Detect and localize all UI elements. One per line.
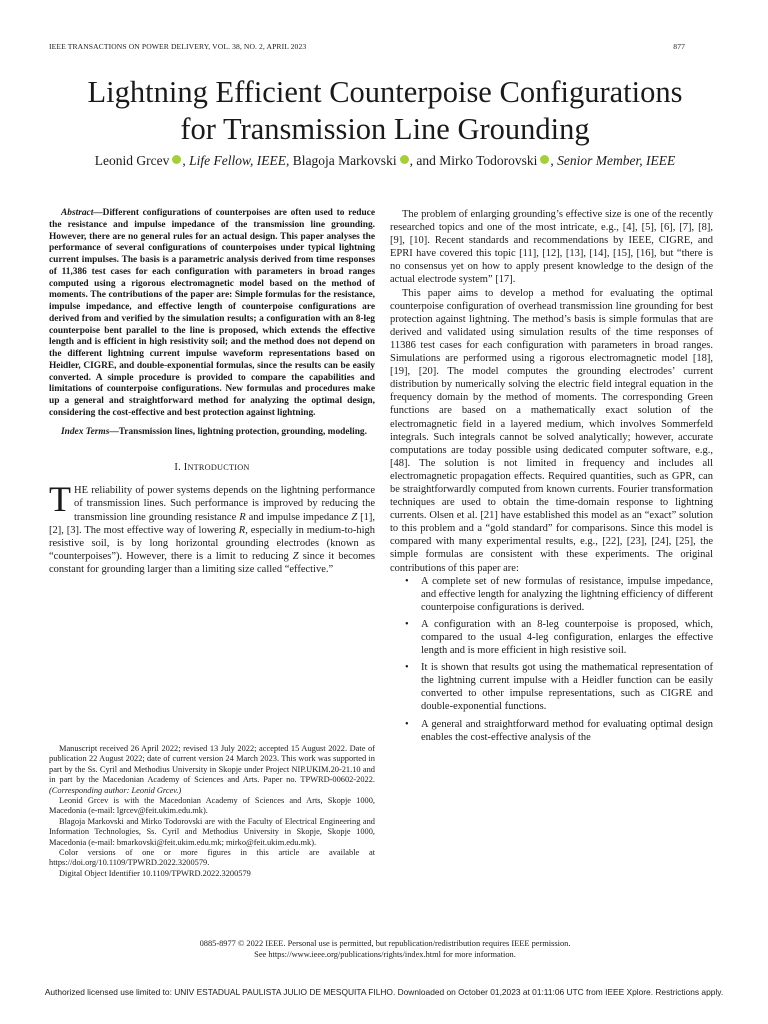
orcid-icon[interactable] — [400, 155, 409, 164]
title-line-1: Lightning Efficient Counterpoise Configurations — [87, 75, 683, 109]
left-column — [49, 208, 375, 576]
title-line-2: for Transmission Line Grounding — [180, 112, 590, 146]
author-line: Leonid Grcev , Life Fellow, IEEE, Blagoja Markovski , and Mirko Todorovski , Senior Member, IEEE — [94, 153, 676, 168]
intro-text: , especially in medium-to-high resistive soil, is by long horizontal grounding electrodes (known as “counterpoises”). However, there is a limit to reducing — [49, 524, 376, 562]
paper-title — [40, 74, 730, 148]
abstract — [49, 208, 375, 420]
body-paragraph: The problem of enlarging grounding’s effective size is one of the recently researched topics and one of the most intricate, e.g., [4], [5], [6], [7], [8], [9], [10]. Recent standards and recommendations by IEEE, CIGRE, and EPRI have covered this topic [11], [12], [13], [14], [15], [16], but “there is no consensus yet on how to apply present knowledge to the design of the actual electrode system” [17]. — [390, 209, 713, 286]
index-terms-text: —Transmission lines, lightning protection, grounding, modeling. — [109, 426, 367, 437]
author-role: Life Fellow, IEEE — [189, 153, 286, 168]
math-var: Z — [351, 511, 358, 523]
footnotes — [49, 744, 375, 879]
section-heading — [49, 461, 375, 474]
section-title-initial: I — [183, 462, 188, 474]
running-header — [49, 42, 685, 54]
author-role: Senior Member, IEEE — [557, 153, 676, 168]
author-name: Leonid Grcev — [94, 153, 170, 168]
corresponding-author-note: (Corresponding author: Leonid Grcev.) — [49, 785, 182, 795]
bullet-icon: • — [405, 618, 409, 630]
list-item — [390, 618, 713, 657]
abstract-label: Abstract — [61, 208, 94, 218]
list-item — [390, 718, 713, 744]
copyright-line-1: 0885-8977 © 2022 IEEE. Personal use is permitted, but republication/redistribution requires IEEE permission. — [199, 939, 571, 948]
copyright-notice — [40, 939, 730, 960]
footnote-color-versions: Color versions of one or more figures in this article are available at https://doi.org/10.1109/TPWRD.2022.3200579. — [49, 848, 375, 868]
orcid-icon[interactable] — [540, 155, 549, 164]
orcid-icon[interactable] — [172, 155, 181, 164]
license-footer: Authorized licensed use limited to: UNIV ESTADUAL PAULISTA JULIO DE MESQUITA FILHO. Downloaded on October 01,2023 at 01:11:06 UTC from IEEE Xplore. Restrictions apply. — [44, 987, 724, 997]
list-item — [390, 575, 713, 614]
contributions-list — [390, 575, 713, 744]
section-number: I. — [174, 462, 184, 474]
list-item-text: A general and straightforward method for evaluating optimal design enables the cost-effective analysis of the — [421, 718, 713, 743]
math-var: R — [238, 524, 246, 536]
journal-name: IEEE TRANSACTIONS ON POWER DELIVERY, VOL. 38, NO. 2, APRIL 2023 — [49, 42, 307, 51]
list-item-text: A configuration with an 8-leg counterpoise is proposed, which, compared to the usual 4-leg configuration, enlarges the effective length and is more efficient in high resistive soil. — [421, 618, 713, 657]
bullet-icon: • — [405, 575, 409, 587]
page-number: 877 — [673, 42, 685, 51]
footnote-affiliation-1: Leonid Grcev is with the Macedonian Academy of Sciences and Arts, Skopje 1000, Macedonia (e-mail: lgrcev@feit.ukim.edu.mk). — [49, 796, 375, 816]
intro-text: [1], [2], [3]. The most effective way of lowering — [49, 511, 375, 536]
math-var: R — [239, 511, 246, 523]
footnote-affiliation-2: Blagoja Markovski and Mirko Todorovski are with the Faculty of Electrical Engineering and Information Technologies, Ss. Cyril and Methodius University in Skopje, Skopje 1000, Macedonia (e-mail: bmarkovski@feit.ukim.edu.mk; mirko@feit.ukim.edu.mk). — [49, 816, 375, 847]
author-name: Blagoja Markovski — [292, 153, 397, 168]
bullet-icon: • — [405, 662, 409, 674]
bullet-icon: • — [405, 718, 409, 730]
list-item-text: It is shown that results got using the mathematical representation of the lightning current impulse with a Heidler function can be easily converted to other impulse representations, such as CIGRE and double-exponential functions. — [421, 662, 713, 713]
intro-paragraph — [49, 479, 376, 576]
footnote-doi: Digital Object Identifier 10.1109/TPWRD.2022.3200579 — [59, 868, 251, 878]
index-terms-label: Index Terms — [61, 426, 110, 437]
author-separator: , and — [409, 153, 440, 168]
index-terms — [49, 427, 375, 439]
footnote-text: Manuscript received 26 April 2022; revised 13 July 2022; accepted 15 August 2022. Date of publication 22 August 2022; date of current version 24 March 2023. This work was supported in part by the Ss. Cyril and Methodius University in Skopje under Project NIP.UKIM.20-21.10 and in part by the Macedonian Academy of Sciences and Arts. Paper no. TPWRD-00602-2022. — [49, 744, 375, 785]
abstract-text: —Different configurations of counterpoises are often used to reduce the resistance and impulse impedance of the transmission line grounding. However, there are no general rules for an actual design. This paper analyses the performance of several configurations of counterpoises under typical lightning current impulses. The basis is a parametric analysis derived from time responses of 11,386 test cases for each configuration with parameters in broad ranges computed using a rigorous electromagnetic model based on the method of moments. The contributions of the paper are: Simple formulas for the resistance, impulse impedance, and effective length of counterpoise configurations are derived from and verified by the simulation results; a configuration with an 8-leg counterpoise bent parallel to the line is proposed, which extends the effective length and is efficient in high resistivity soil; and the method does not depend on the different lightning current impulse waveform representations based on Heidler, CIGRE, and double-exponential formulas, since the results can be easily converted. A simple procedure is provided to compare the capabilities and limitations of counterpoise configurations. New formulas and procedures make up a general and straightforward method for analyzing the optimal design, considering the cost-effective and best protection against lightning. — [49, 208, 375, 418]
list-item — [390, 661, 713, 713]
intro-text: and impulse impedance — [245, 511, 352, 523]
section-title-rest: NTRODUCTION — [187, 463, 250, 473]
body-paragraph: This paper aims to develop a method for evaluating the optimal counterpoise configuration of overhead transmission line grounding for best protection against lightning. The method’s basis is simple formulas that are derived and validated using simulation results of the time responses of 11386 test cases for each configuration with parameters in broad ranges. Simulations are performed using a rigorous electromagnetic model [18], [19], [20]. The model computes the grounding electrodes’ current distribution by numerically solving the electric field integral equation in the frequency domain by the method of moments. The corresponding Green functions are based on a mathematically exact solution of the electromagnetic field in a layered medium, which involves Sommerfeld integrals. Such integrals cannot be solved analytically; however, accurate computations are today possible using dedicated computer software, e.g., [48]. The solution is not limited in frequency and includes all electromagnetic propagation effects. Required quantities, such as GPR, can be straightforwardly computed from known currents. Fourier transformation techniques are used to obtain the time-domain response to lightning currents. Olsen et al. [21] have established this model as an “exact” solution to this problem and a “gold standard” for comparisons. Since this model is compared with many experimental results, e.g., [22], [23], [24], [25], the simple formulas are consistent with these experiments. The original contributions of this paper are: — [390, 287, 713, 574]
right-column — [390, 208, 713, 744]
intro-text: since it becomes constant for grounding larger than a limiting size called “effective.” — [49, 550, 375, 575]
drop-cap: T — [49, 479, 71, 520]
list-item-text: A complete set of new formulas of resistance, impulse impedance, and effective length for analyzing the lightning efficiency of different counterpoise configurations is derived. — [421, 575, 713, 613]
math-var: Z — [292, 550, 299, 562]
copyright-line-2: See https://www.ieee.org/publications/rights/index.html for more information. — [254, 949, 516, 959]
intro-text: HE reliability of power systems depends on the lightning performance of transmission lines. Such performance is improved by reducing the transmission line grounding resistance — [74, 485, 375, 523]
footnote-manuscript — [49, 744, 375, 796]
author-name: Mirko Todorovski — [439, 153, 538, 168]
